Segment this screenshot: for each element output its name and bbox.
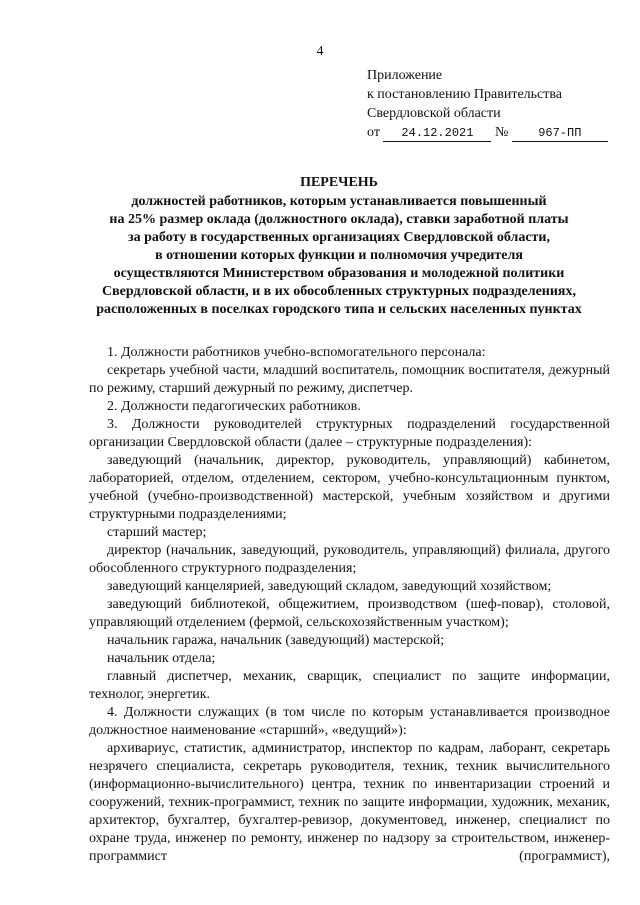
title-line: осуществляются Министерством образования и молодежной политики (113, 266, 565, 281)
paragraph: директор (начальник, заведующий, руководитель, управляющий) филиала, другого обособленного структурного подразделения; (89, 543, 610, 576)
paragraph: заведующий библиотекой, общежитием, производством (шеф-повар), столовой, управляющий отделением (фермой, сельскохозяйственным участком); (89, 597, 610, 630)
title-line: на 25% размер оклада (должностного оклада), ставки заработной платы (109, 212, 569, 227)
document-body (89, 344, 610, 866)
appendix-region: Свердловской области (367, 106, 501, 121)
section-4-heading: 4. Должности служащих (в том числе по которым устанавливается производное должностное наименование «старший», «ведущий»): (89, 705, 610, 738)
title-line: за работу в государственных организациях Свердловской области, (128, 230, 550, 245)
title-line: должностей работников, которым устанавливается повышенный (131, 194, 547, 209)
paragraph: заведующий канцелярией, заведующий складом, заведующий хозяйством; (107, 579, 552, 594)
title-line: в отношении которых функции и полномочия учредителя (155, 248, 523, 263)
title-heading: ПЕРЕЧЕНЬ (300, 175, 378, 190)
title-line: расположенных в поселках городского типа и сельских населенных пунктах (96, 302, 582, 317)
appendix-date-number (367, 123, 627, 142)
paragraph: главный диспетчер, механик, сварщик, специалист по защите информации, технолог, энергетик. (89, 669, 610, 702)
appendix-header (367, 66, 627, 142)
title-line: Свердловской области, и в их обособленных структурных подразделениях, (101, 284, 577, 299)
page-number: 4 (316, 44, 324, 59)
paragraph: архивариус, статистик, администратор, инспектор по кадрам, лаборант, секретарь незрячего специалиста, секретарь руководителя, техник, техник вычислительного (информационно-вычислительного) центра, техник по инвентаризации строений и сооружений, техник-программист, техник по защите информации, художник, механик, архитектор, бухгалтер, бухгалтер-ревизор, документовед, инженер, специалист по охране труда, инженер по ремонту, инженер по надзору за строительством, инженер-программист (программист), (89, 741, 610, 864)
appendix-reference: к постановлению Правительства (367, 87, 563, 102)
document-title (62, 174, 616, 319)
appendix-title: Приложение (367, 68, 443, 83)
section-2-heading: 2. Должности педагогических работников. (107, 399, 361, 414)
paragraph: начальник гаража, начальник (заведующий) мастерской; (107, 633, 445, 648)
section-1-heading: 1. Должности работников учебно-вспомогательного персонала: (107, 345, 486, 360)
decree-number: 967-ПП (512, 126, 608, 142)
decree-date: 24.12.2021 (383, 126, 491, 142)
paragraph: секретарь учебной части, младший воспитатель, помощник воспитателя, дежурный по режиму, старший дежурный по режиму, диспетчер. (89, 363, 610, 396)
section-3-heading: 3. Должности руководителей структурных подразделений государственной организации Свердловской области (далее – структурные подразделения): (89, 417, 610, 450)
number-prefix: № (494, 125, 509, 140)
date-prefix: от (367, 125, 380, 140)
paragraph: старший мастер; (107, 525, 207, 540)
paragraph: заведующий (начальник, директор, руководитель, управляющий) кабинетом, лабораторией, отделом, отделением, сектором, учебно-консультационным пунктом, учебной (учебно-производственной) мастерской, учебным хозяйством и другими структурными подразделениями; (89, 453, 610, 522)
paragraph: начальник отдела; (107, 651, 216, 666)
